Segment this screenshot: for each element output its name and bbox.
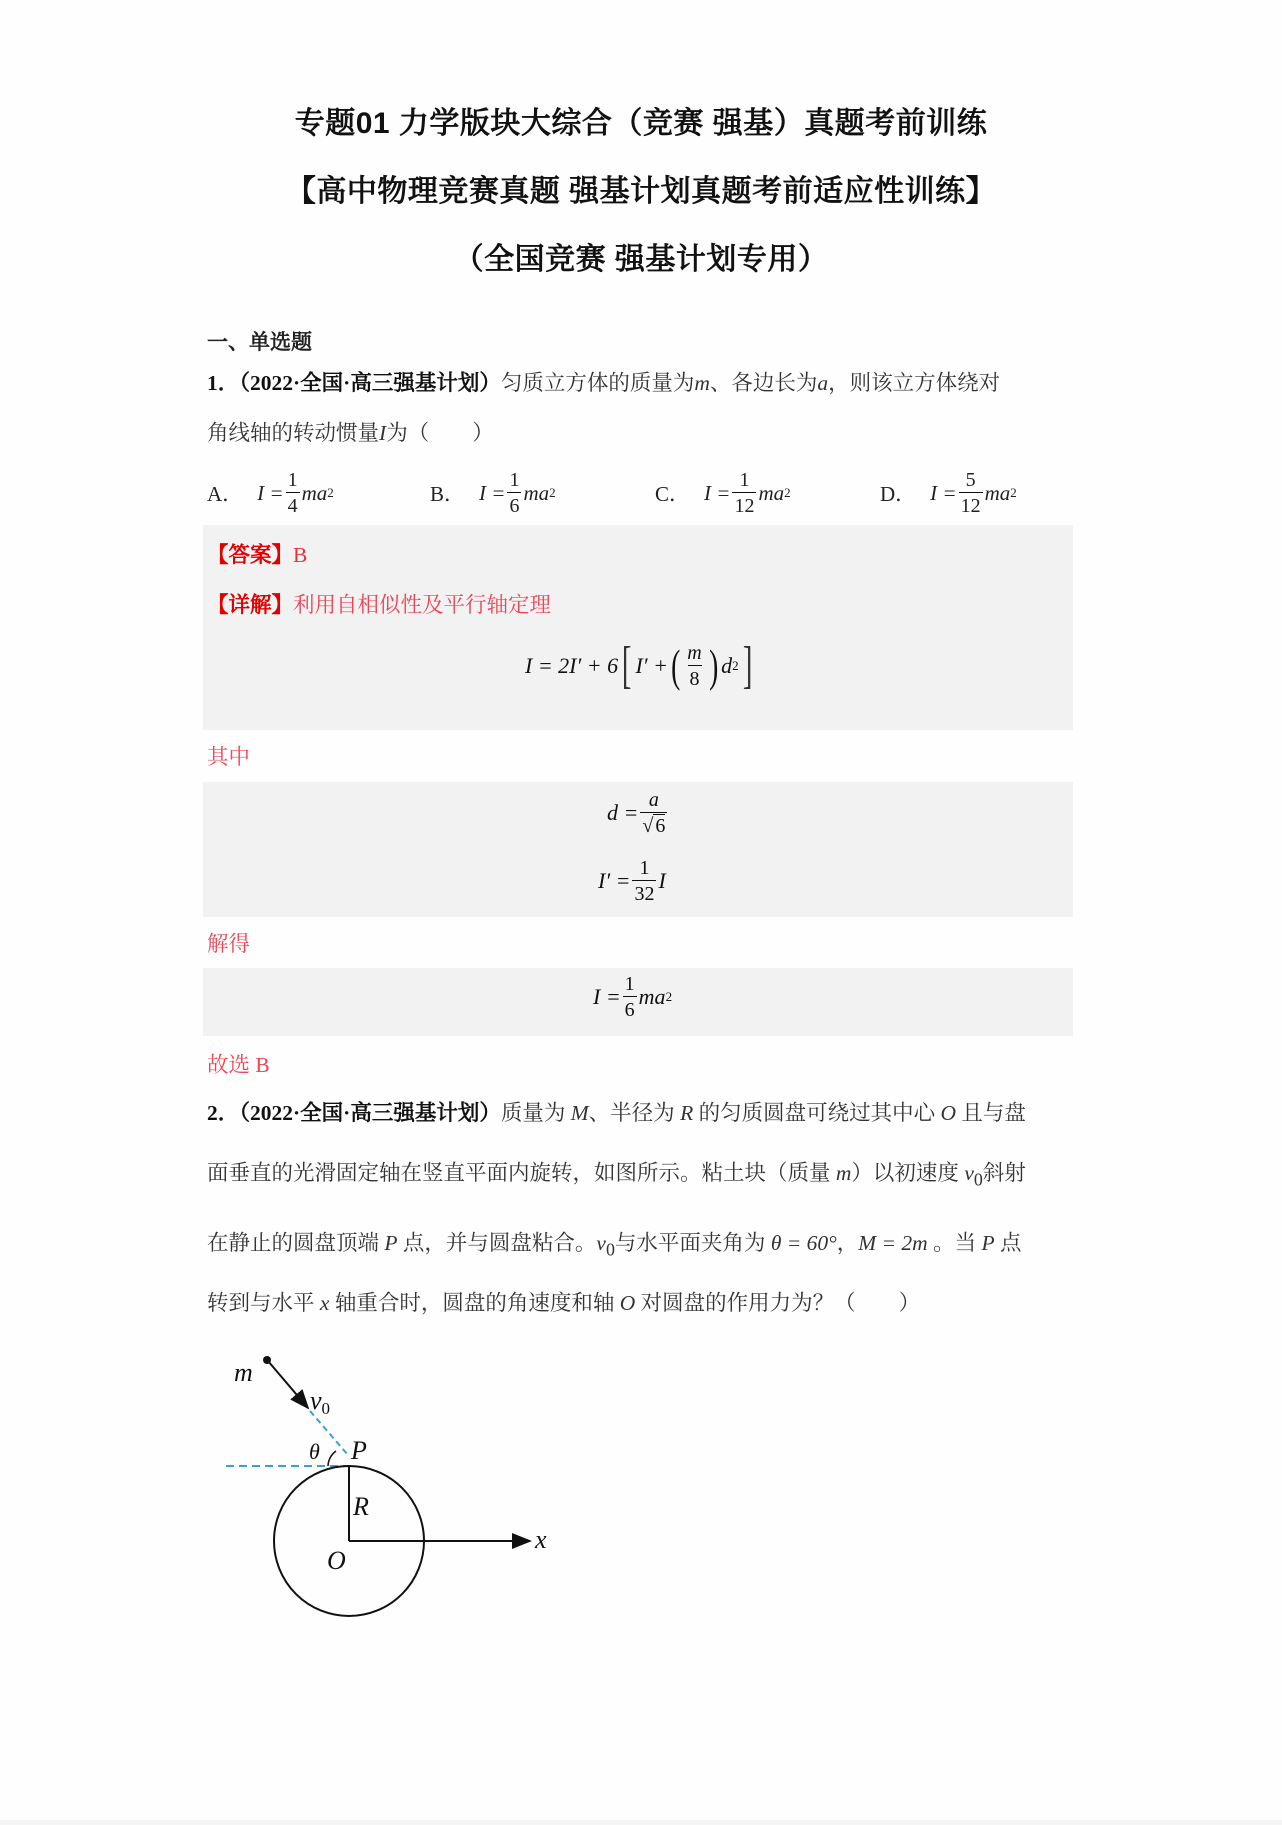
option-rhs: ma (523, 480, 550, 505)
solve-label: 解得 (207, 932, 251, 956)
option-label: B． (430, 482, 466, 506)
equation-3: I′ = $\frac{1}{32}$ I (598, 857, 666, 905)
angle-arc (328, 1451, 336, 1466)
option-a[interactable]: A． I = $\frac{1}{4}$ ma 2 (207, 469, 334, 517)
detail-tag: 【详解】 (207, 593, 294, 617)
label-theta: θ (309, 1439, 320, 1464)
velocity-arrow (268, 1361, 308, 1408)
var-m: m (694, 371, 710, 395)
page-bottom-edge (0, 1820, 1282, 1825)
q1-source: （2022·全国·高三强基计划） (239, 371, 501, 395)
option-lhs: I = (704, 480, 731, 505)
q2-line2: 面垂直的光滑固定轴在竖直平面内旋转，如图所示。粘土块（质量 m）以初速度 $v_0$斜射 (207, 1161, 1026, 1190)
fraction: $\frac{5}{12}$ (960, 469, 981, 517)
option-c[interactable]: C． I = $\frac{1}{12}$ ma 2 (655, 469, 791, 517)
q2-line1: 2．（2022·全国·高三强基计划）质量为 M、半径为 R 的匀质圆盘可绕过其中心 O 且与盘 (207, 1101, 1026, 1125)
fraction: $\frac{1}{6}$ (509, 469, 520, 517)
option-rhs: ma (758, 480, 785, 505)
answer-panel (203, 525, 1073, 730)
detail-text: 利用自相似性及平行轴定理 (293, 593, 552, 617)
q1-text: 为（ ） (386, 421, 494, 445)
q2-line3: 在静止的圆盘顶端 P 点，并与圆盘粘合。$v_0$与水平面夹角为 θ = 60°，M = 2m 。当 P 点 (207, 1231, 1022, 1260)
fraction: $\frac{1}{4}$ (287, 469, 298, 517)
disk-diagram (210, 1335, 570, 1635)
option-label: D． (880, 482, 917, 506)
label-m: m (234, 1358, 253, 1387)
var-a: a (817, 371, 829, 395)
option-lhs: I = (479, 480, 506, 505)
q1-text: ，则该立方体绕对 (828, 371, 1001, 395)
option-rhs: ma (984, 480, 1011, 505)
label-P: P (351, 1436, 367, 1465)
detail-line (207, 588, 551, 619)
answer-value: B (293, 543, 308, 567)
conclusion: 故选 B (207, 1053, 270, 1077)
q1-line1 (207, 366, 1000, 397)
q1-text: 、各边长为 (709, 371, 818, 395)
option-lhs: I = (930, 480, 957, 505)
q1-line2 (207, 416, 494, 447)
option-b[interactable]: B． I = $\frac{1}{6}$ ma 2 (430, 469, 556, 517)
answer-tag: 【答案】 (207, 543, 294, 567)
q2-source: （2022·全国·高三强基计划） (239, 1101, 501, 1125)
q2-number: 2． (207, 1101, 240, 1125)
label-v0: v0 (310, 1386, 331, 1418)
equation-4: I = $\frac{1}{6}$ ma 2 (593, 973, 673, 1021)
option-d[interactable]: D． I = $\frac{5}{12}$ ma 2 (880, 469, 1017, 517)
option-label: A． (207, 482, 244, 506)
var-I: I (379, 421, 387, 445)
label-R: R (353, 1492, 369, 1521)
where-label: 其中 (207, 745, 251, 769)
q1-text: 角线轴的转动惯量 (207, 421, 380, 445)
equation-1: I = 2I′ + 6 [ I′ + ( $\frac{m}{8}$ ) d 2 ] (525, 637, 753, 694)
section-heading: 一、单选题 (207, 331, 312, 354)
label-x: x (535, 1525, 547, 1554)
option-label: C． (655, 482, 691, 506)
q1-text: 匀质立方体的质量为 (500, 371, 695, 395)
label-O: O (327, 1546, 346, 1575)
answer-line (207, 538, 307, 569)
doc-title: 专题01 力学版块大综合（竞赛 强基）真题考前训练 (294, 107, 988, 140)
doc-subtitle-2: （全国竞赛 强基计划专用） (453, 243, 829, 276)
option-lhs: I = (257, 480, 284, 505)
q1-number: 1． (207, 371, 240, 395)
doc-subtitle: 【高中物理竞赛真题 强基计划真题考前适应性训练】 (285, 175, 997, 208)
equation-2: d = $\frac{a}{√ 6}$ (607, 789, 666, 837)
q2-line4: 转到与水平 x 轴重合时，圆盘的角速度和轴 O 对圆盘的作用力为？（ ） (207, 1291, 921, 1315)
fraction: $\frac{1}{12}$ (734, 469, 755, 517)
option-rhs: ma (301, 480, 328, 505)
